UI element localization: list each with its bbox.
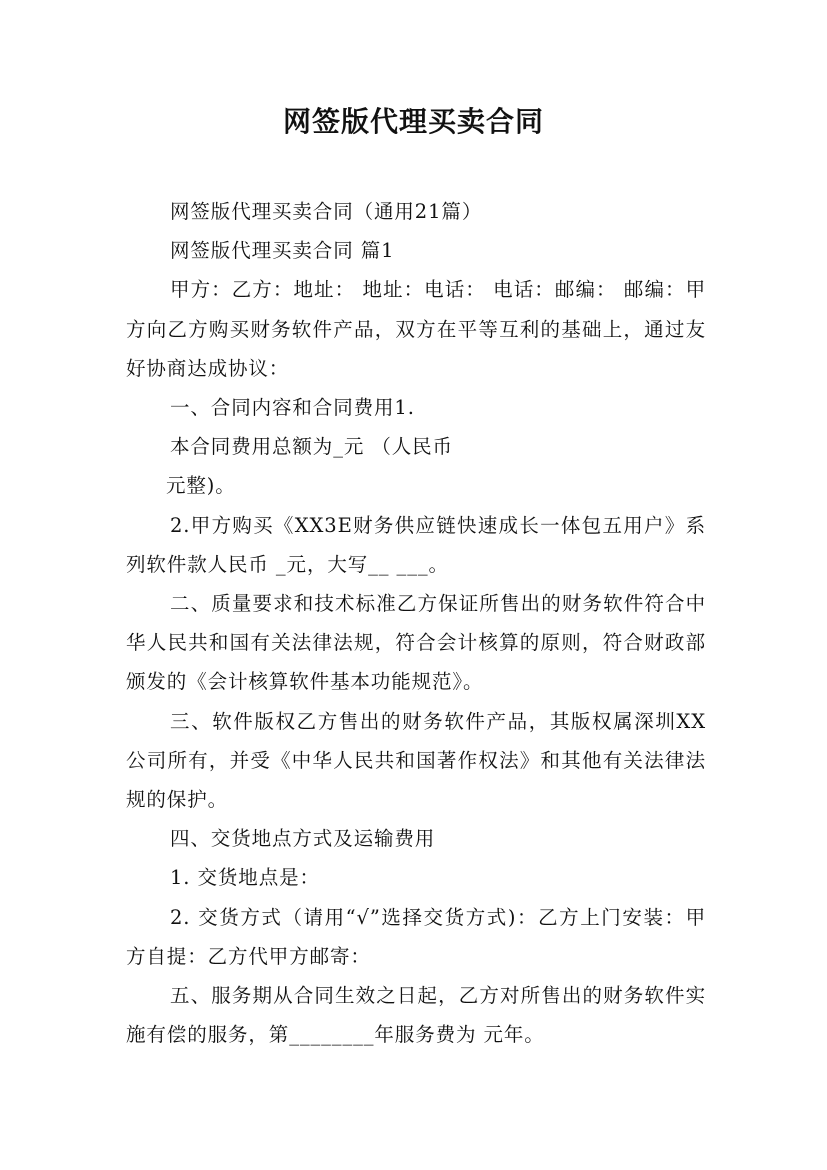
paragraph-total-fee: 本合同费用总额为_元 （人民币: [170, 435, 453, 459]
document-body: [126, 192, 706, 1054]
paragraph-purchase: 2.甲方购买《XX3E财务供应链快速成长一体包五用户》系列软件款人民币 _元，大写__ ___。: [126, 513, 706, 576]
paragraph-clause-1: 一、合同内容和合同费用1.: [170, 396, 415, 420]
paragraph-total-fee-end: 元整)。: [166, 474, 236, 498]
paragraph-parties: 甲方：乙方：地址： 地址：电话： 电话：邮编： 邮编：甲方向乙方购买财务软件产品，双方在平等互利的基础上，通过友好协商达成协议：: [126, 278, 706, 380]
paragraph-clause-2: 二、质量要求和技术标准乙方保证所售出的财务软件符合中华人民共和国有关法律法规，符合会计核算的原则，符合财政部颁发的《会计核算软件基本功能规范》。: [126, 592, 706, 694]
paragraph-delivery-method: 2. 交货方式（请用“√”选择交货方式)：乙方上门安装：甲方自提：乙方代甲方邮寄：: [126, 905, 706, 968]
paragraph-clause-4: 四、交货地点方式及运输费用: [170, 827, 436, 851]
paragraph-delivery-place: 1. 交货地点是：: [170, 866, 320, 890]
document-title: 网签版代理买卖合同: [282, 105, 544, 138]
paragraph-clause-5: 五、服务期从合同生效之日起，乙方对所售出的财务软件实施有偿的服务，第________年服务费为 元年。: [126, 984, 706, 1047]
paragraph-subtitle: 网签版代理买卖合同（通用21篇）: [170, 200, 483, 223]
paragraph-clause-3: 三、软件版权乙方售出的财务软件产品，其版权属深圳XX公司所有，并受《中华人民共和国著作权法》和其他有关法律法规的保护。: [126, 709, 706, 812]
paragraph-section-heading: 网签版代理买卖合同 篇1: [170, 239, 395, 263]
